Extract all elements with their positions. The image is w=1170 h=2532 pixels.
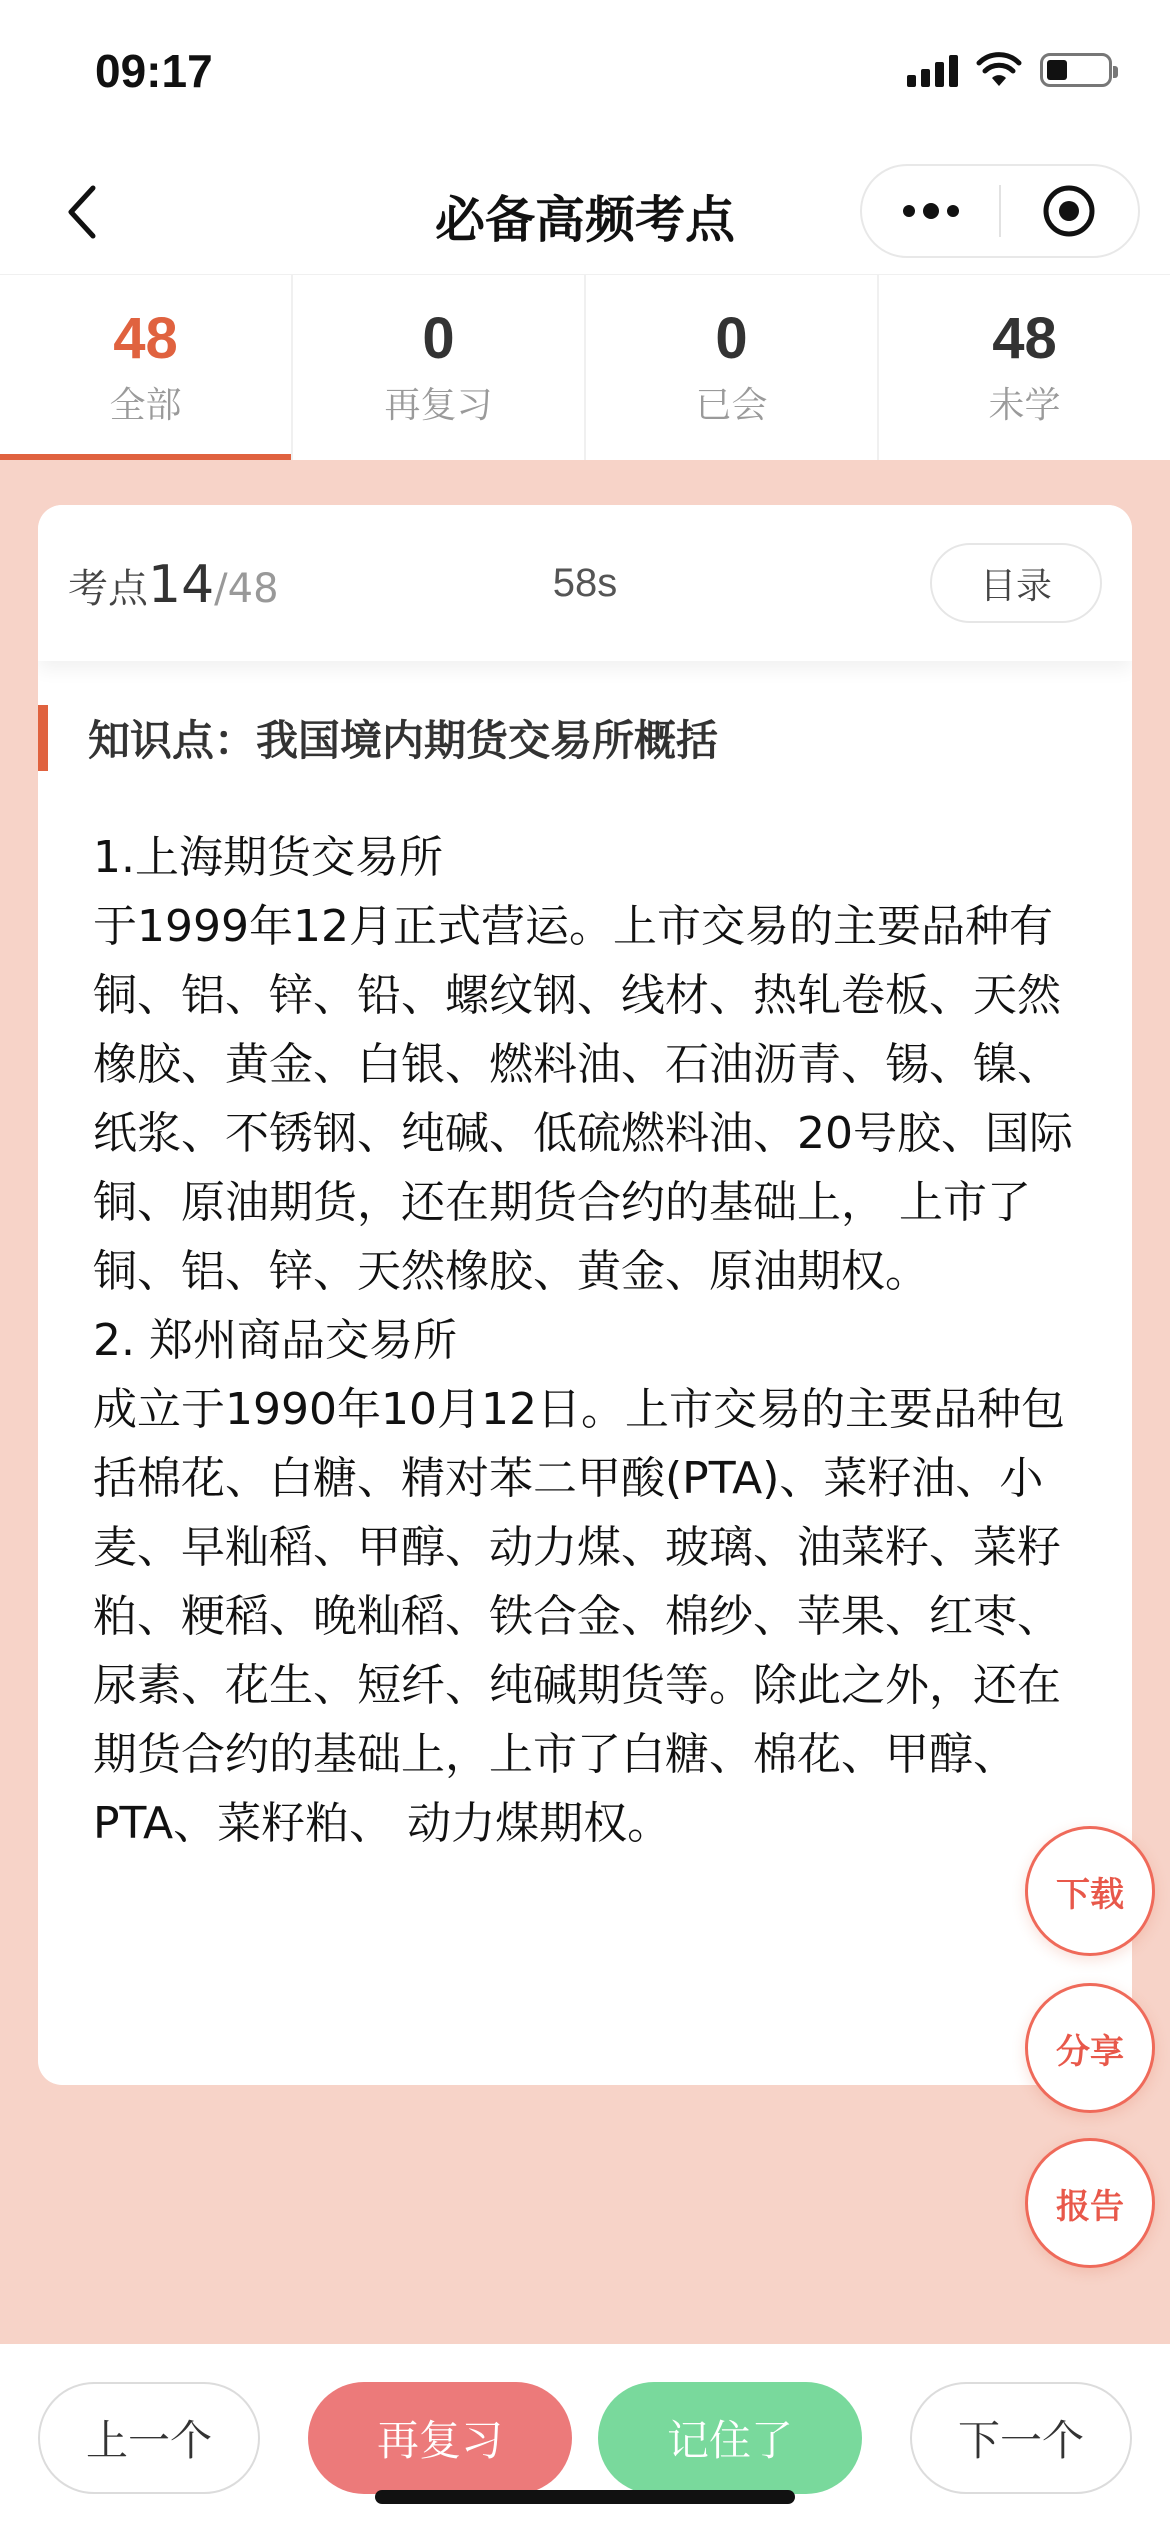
status-bar — [0, 0, 1170, 150]
download-button[interactable]: 下载 — [1025, 1826, 1155, 1956]
previous-button[interactable]: 上一个 — [38, 2382, 260, 2494]
dot — [903, 205, 915, 217]
tab-review-again[interactable] — [293, 275, 586, 460]
nav-bar — [0, 150, 1170, 274]
section-heading — [38, 705, 1132, 771]
tab-mastered[interactable] — [586, 275, 879, 460]
counter-current: 14 — [148, 555, 215, 615]
knowledge-content: 1.上海期货交易所 于1999年12月正式营运。上市交易的主要品种有铜、铝、锌、铅、螺纹钢、线材、热轧卷板、天然橡胶、黄金、白银、燃料油、石油沥青、锡、镍、纸浆、不锈钢、纯碱、低硫燃料油、20号胶、国际铜、原油期货，还在期货合约的基础上， 上市了铜、铝、锌、天然橡胶、黄金、原油期权。 2. 郑州商品交易所 成立于1990年10月12日。上市交易的主要品种包括棉花、白糖、精对苯二甲酸(PTA)、菜籽油、小麦、早籼稻、甲醇、动力煤、玻璃、油菜籽、菜籽粕、粳稻、晚籼稻、铁合金、棉纱、苹果、红枣、尿素、花生、短纤、纯碱期货等。除此之外，还在期货合约的基础上，上市了白糖、棉花、甲醇、PTA、菜籽粕、 动力煤期权。 — [93, 832, 1073, 1849]
wifi-icon — [976, 52, 1022, 88]
counter-prefix: 考点 — [68, 566, 148, 612]
tab-count: 48 — [992, 306, 1057, 372]
more-options-button[interactable] — [862, 166, 999, 256]
review-again-button[interactable]: 再复习 — [308, 2382, 572, 2494]
dot — [923, 203, 939, 219]
remembered-button[interactable]: 记住了 — [598, 2382, 862, 2494]
mini-program-capsule — [860, 164, 1140, 258]
counter-total: /48 — [214, 566, 279, 612]
tab-label: 未学 — [988, 384, 1061, 426]
section-title: 知识点：我国境内期货交易所概括 — [88, 716, 719, 765]
timer: 58s — [552, 561, 618, 605]
tab-count: 0 — [715, 306, 748, 372]
next-button[interactable]: 下一个 — [910, 2382, 1132, 2494]
tab-count: 0 — [422, 306, 455, 372]
tab-label: 全部 — [109, 384, 182, 426]
table-of-contents-button[interactable]: 目录 — [930, 543, 1102, 623]
status-icons — [907, 52, 1112, 88]
dot — [947, 205, 959, 217]
knowledge-card — [38, 505, 1132, 2085]
tab-not-learned[interactable] — [879, 275, 1170, 460]
tab-all[interactable] — [0, 275, 293, 460]
section-accent-bar — [38, 705, 48, 771]
target-circle-icon — [1041, 183, 1097, 239]
home-indicator — [375, 2490, 795, 2504]
filter-tabs — [0, 274, 1170, 460]
report-button[interactable]: 报告 — [1025, 2138, 1155, 2268]
status-time: 09:17 — [95, 45, 213, 97]
tab-label: 已会 — [695, 384, 768, 426]
battery-icon — [1040, 53, 1112, 87]
tab-label: 再复习 — [384, 384, 493, 426]
tab-count: 48 — [113, 306, 178, 372]
page-title: 必备高频考点 — [435, 191, 735, 249]
close-mini-program-button[interactable] — [1001, 166, 1138, 256]
share-button[interactable]: 分享 — [1025, 1983, 1155, 2113]
card-header — [38, 505, 1132, 661]
cellular-signal-icon — [907, 53, 958, 87]
